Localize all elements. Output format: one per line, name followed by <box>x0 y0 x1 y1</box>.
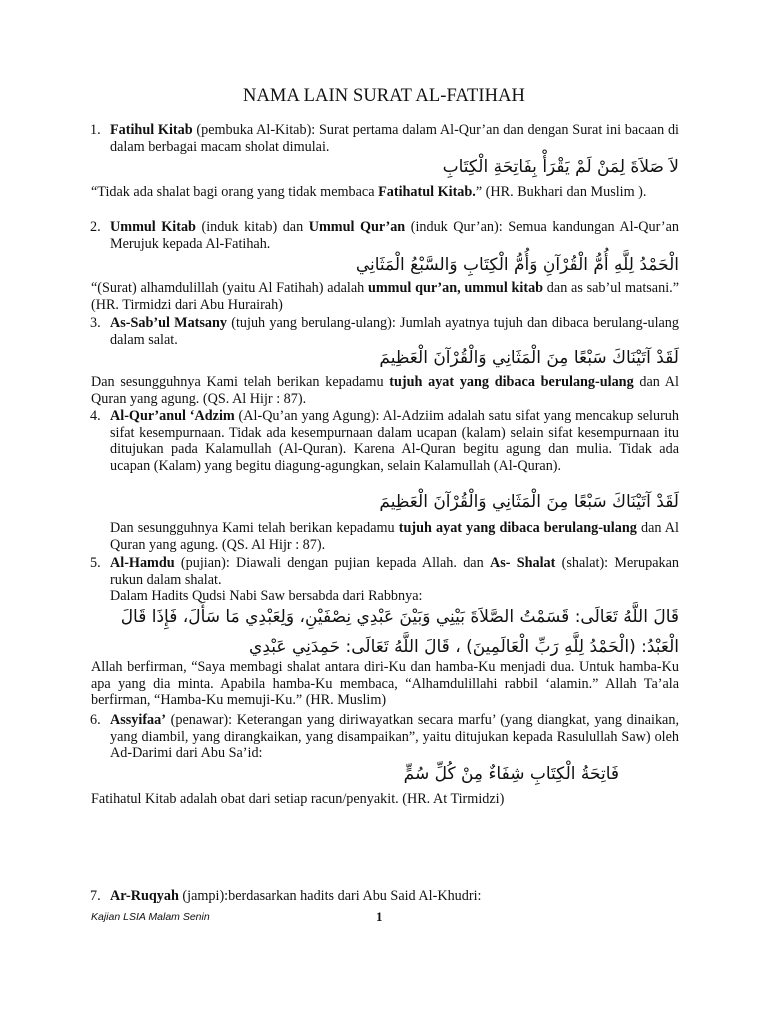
page-number: 1 <box>376 909 383 924</box>
item-number: 1. <box>90 122 101 138</box>
list-item-1 <box>90 122 679 155</box>
item-description: (jampi):berdasarkan hadits dari Abu Said Al-Khudri: <box>178 888 482 904</box>
item-number: 4. <box>90 408 101 424</box>
hadith-intro-5: Dalam Hadits Qudsi Nabi Saw bersabda dari Rabbnya: <box>110 588 423 604</box>
item-term: As-Sab’ul Matsany <box>110 315 227 331</box>
item-description: (shalat): Merupakan rukun dalam shalat. <box>110 555 679 588</box>
list-item-5 <box>90 555 679 588</box>
translation-5: Allah berfirman, “Saya membagi shalat antara diri-Ku dan hamba-Ku menjadi dua. Untuk hamba-Ku apa yang dia minta. Apabila hamba-Ku membaca, “Alhamdulillahi rabbil ‘alamin.” Allah Ta’ala berfirman, “Hamba-Ku memuji-Ku.” (HR. Muslim) <box>91 659 679 709</box>
item-number: 3. <box>90 315 101 331</box>
item-text: (pujian): Diawali dengan pujian kepada Allah. dan <box>174 555 490 571</box>
translation-2 <box>91 280 679 313</box>
list-item-4 <box>90 408 679 474</box>
item-term: Ar-Ruqyah <box>110 888 179 904</box>
translation-source: dan as sab’ul matsani.” (HR. Tirmidzi dari Abu Hurairah) <box>91 280 679 313</box>
translation-emphasis: tujuh ayat yang dibaca berulang-ulang <box>398 520 637 536</box>
translation-4 <box>110 520 679 553</box>
item-term: Ummul Kitab <box>110 219 196 235</box>
item-description: (induk Qur’an): Semua kandungan Al-Qur’an Merujuk kepada Al-Fatihah. <box>110 219 679 252</box>
translation-source: dan Al Quran yang agung. (QS. Al Hijr : 87). <box>110 520 679 553</box>
item-term: Fatihul Kitab <box>110 122 193 138</box>
translation-text: Dan sesungguhnya Kami telah berikan kepadamu <box>110 520 399 536</box>
list-item-6 <box>90 712 679 762</box>
arabic-hadith-6: فَاتِحَةُ الْكِتَابِ شِفَاءٌ مِنْ كُلِّ سُمٍّ <box>403 764 619 784</box>
item-description: (penawar): Keterangan yang diriwayatkan secara marfu’ (yang diangkat, yang dinaikan, yang diambil, yang dirangkaikan, yang disampaikan”, yaitu ditujukan kepada Rasulullah Saw) oleh Ad-Darimi dari Abu Sa’id: <box>110 712 679 762</box>
translation-source: dan Al Quran yang agung. (QS. Al Hijr : 87). <box>91 374 679 407</box>
item-number: 6. <box>90 712 101 728</box>
item-description: (tujuh yang berulang-ulang): Jumlah ayatnya tujuh dan dibaca berulang-ulang dalam salat. <box>110 315 679 348</box>
translation-emphasis: tujuh ayat yang dibaca berulang-ulang <box>389 374 634 390</box>
item-term: Assyifaa’ <box>110 712 166 728</box>
translation-3 <box>91 374 679 407</box>
item-text: (induk kitab) dan <box>195 219 309 235</box>
item-number: 5. <box>90 555 101 571</box>
item-term-2: As- Shalat <box>489 555 556 571</box>
translation-text: Dan sesungguhnya Kami telah berikan kepadamu <box>91 374 390 390</box>
page-title: NAMA LAIN SURAT AL-FATIHAH <box>243 86 525 106</box>
translation-text: “(Surat) alhamdulillah (yaitu Al Fatihah) adalah <box>91 280 368 296</box>
list-item-2 <box>90 219 679 252</box>
arabic-verse-3: لَقَدْ آتَيْنَاكَ سَبْعًا مِنَ الْمَثَانِي وَالْقُرْآنَ الْعَظِيمَ <box>379 348 679 368</box>
item-description: (Al-Qu’an yang Agung): Al-Adziim adalah satu sifat yang mencakup seluruh sifat kesempurnaan. Tidak ada kesempurnaan dalam ucapan (kalam) selain sifat kesempurnaan itu ditujukan pada Kalamullah (Al-Quran). Karena Al-Quran begitu agung dan mulia. Tidak ada ucapan (Kalam) yang begitu diagung-agungkan, selain Kalamullah (Al-Quran). <box>110 408 679 474</box>
translation-emphasis: Fatihatul Kitab. <box>378 184 476 200</box>
arabic-verse-4: لَقَدْ آتَيْنَاكَ سَبْعًا مِنَ الْمَثَانِي وَالْقُرْآنَ الْعَظِيمَ <box>379 492 679 512</box>
item-term: Al-Hamdu <box>110 555 175 571</box>
arabic-hadith-1: لاَ صَلاَةَ لِمَنْ لَمْ يَقْرَأْ بِفَاتِحَةِ الْكِتَابِ <box>442 157 679 177</box>
list-item-3 <box>90 315 679 348</box>
translation-emphasis: ummul qur’an, ummul kitab <box>367 280 544 296</box>
arabic-hadith-5: قَالَ اللَّهُ تَعَالَى: قَسَمْتُ الصَّلاَةَ بَيْنِي وَبَيْنَ عَبْدِي نِصْفَيْنِ، وَلِعَبْدِي مَا سَأَلَ، فَإِذَا قَالَ الْعَبْدُ: (الْحَمْدُ لِلَّهِ رَبِّ الْعَالَمِينَ) ، قَالَ اللَّهُ تَعَالَى: حَمِدَنِي عَبْدِي <box>120 607 679 657</box>
translation-source: ” (HR. Bukhari dan Muslim ). <box>475 184 647 200</box>
footer-label: Kajian LSIA Malam Senin <box>91 911 210 923</box>
translation-1 <box>91 184 679 201</box>
item-term: Al-Qur’anul ‘Adzim <box>110 408 235 424</box>
translation-6: Fatihatul Kitab adalah obat dari setiap racun/penyakit. (HR. At Tirmidzi) <box>91 791 505 807</box>
item-description: (pembuka Al-Kitab): Surat pertama dalam Al-Qur’an dan dengan Surat ini bacaan di dalam berbagai macam sholat dimulai. <box>110 122 679 155</box>
item-number: 7. <box>90 888 101 904</box>
list-item-7 <box>90 888 679 905</box>
translation-text: “Tidak ada shalat bagi orang yang tidak membaca <box>91 184 379 200</box>
item-term-2: Ummul Qur’an <box>308 219 406 235</box>
arabic-hadith-2: الْحَمْدُ لِلَّهِ أُمُّ الْقُرْآنِ وَأُمُّ الْكِتَابِ وَالسَّبْعُ الْمَثَانِي <box>355 255 679 275</box>
item-number: 2. <box>90 219 101 235</box>
